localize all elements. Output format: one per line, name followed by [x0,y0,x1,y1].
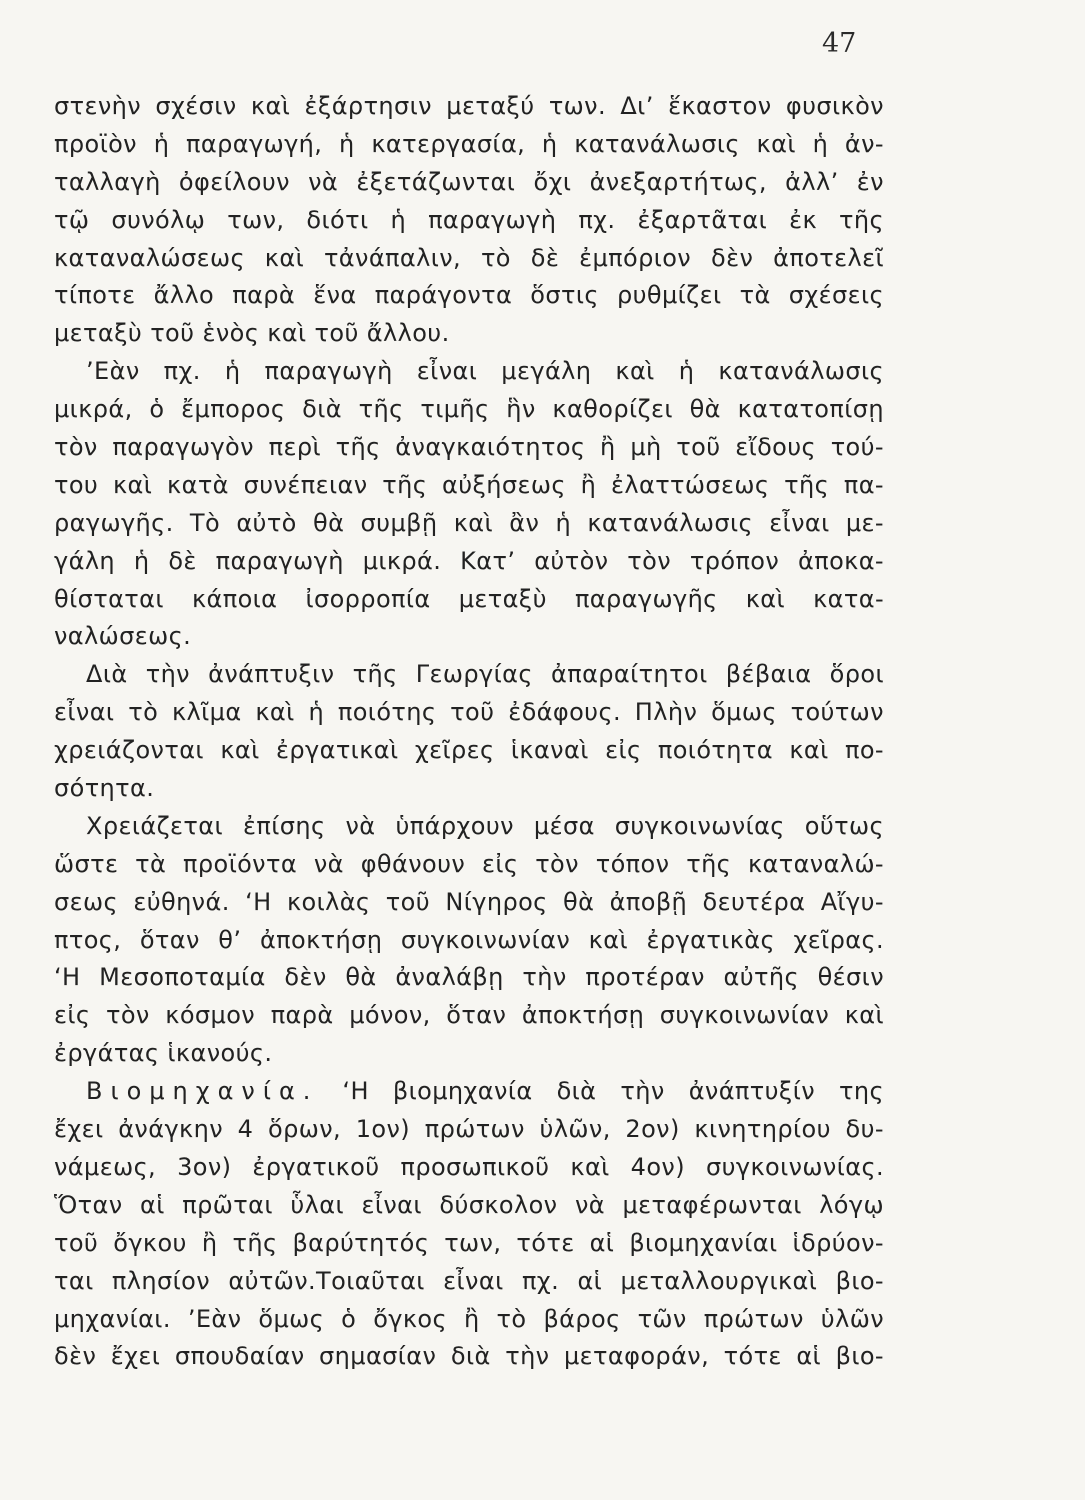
text-line: γάλη ἡ δὲ παραγωγὴ μικρά. Κατ’ αὐτὸν τὸν τρόπον ἀποκα- [54,546,884,575]
text-line: εἶναι τὸ κλῖμα καὶ ἡ ποιότης τοῦ ἐδάφους. Πλὴν ὅμως τούτων [54,698,884,727]
text-line: μηχανίαι. ’Εὰν ὅμως ὁ ὄγκος ἢ τὸ βάρος τῶν πρώτων ὑλῶν [54,1304,884,1333]
text-line: Διὰ τὴν ἀνάπτυξιν τῆς Γεωργίας ἀπαραίτητοι βέβαια ὅροι [86,660,884,689]
text-line: Χρειάζεται ἐπίσης νὰ ὑπάρχουν μέσα συγκοινωνίας οὕτως [86,811,884,840]
text-line: τὸν παραγωγὸν περὶ τῆς ἀναγκαιότητος ἢ μὴ τοῦ εἴδους τού- [54,433,884,462]
text-line: ραγωγῆς. Τὸ αὐτὸ θὰ συμβῇ καὶ ἂν ἡ κατανάλωσις εἶναι με- [54,508,884,537]
text-line: στενὴν σχέσιν καὶ ἐξάρτησιν μεταξύ των. Δι’ ἕκαστον φυσικὸν [54,92,884,120]
page-number: 47 [822,28,857,59]
text-line: ταλλαγὴ ὀφείλουν νὰ ἐξετάζωνται ὄχι ἀνεξαρτήτως, ἀλλ’ ἐν [54,167,884,196]
text-line: του καὶ κατὰ συνέπειαν τῆς αὐξήσεως ἢ ἐλαττώσεως τῆς πα- [54,470,884,499]
text-line: ται πλησίον αὐτῶν.Τοιαῦται εἶναι πχ. αἱ μεταλλουργικαὶ βιο- [54,1266,884,1295]
text-line: τῷ συνόλῳ των, διότι ἡ παραγωγὴ πχ. ἐξαρτᾶται ἐκ τῆς [54,205,884,234]
text-line: ναλώσεως. [54,622,192,651]
text-line: θίσταται κάποια ἰσορροπία μεταξὺ παραγωγῆς καὶ κατα- [54,584,884,613]
text-line: προϊὸν ἡ παραγωγή, ἡ κατεργασία, ἡ κατανάλωσις καὶ ἡ ἀν- [54,129,884,158]
text-line: ὥστε τὰ προϊόντα νὰ φθάνουν εἰς τὸν τόπον τῆς καταναλώ- [54,849,884,878]
text-line: σότητα. [54,774,155,803]
text-line: δὲν ἔχει σπουδαίαν σημασίαν διὰ τὴν μεταφοράν, τότε αἱ βιο- [54,1342,884,1371]
text-line: ’Εὰν πχ. ἡ παραγωγὴ εἶναι μεγάλη καὶ ἡ κατανάλωσις [86,357,884,386]
text-line: Ὅταν αἱ πρῶται ὗλαι εἶναι δύσκολον νὰ μεταφέρωνται λόγῳ [54,1190,884,1219]
line-rest: ‘Η βιομηχανία διὰ τὴν ἀνάπτυξίν της [318,1077,884,1106]
text-line: χρειάζονται καὶ ἐργατικαὶ χεῖρες ἱκαναὶ εἰς ποιότητα καὶ πο- [54,736,884,765]
text-line: τοῦ ὄγκου ἢ τῆς βαρύτητός των, τότε αἱ βιομηχανίαι ἱδρύον- [54,1228,884,1257]
text-line: νάμεως, 3ον) ἐργατικοῦ προσωπικοῦ καὶ 4ον) συγκοινωνίας. [54,1152,884,1181]
text-line: τίποτε ἄλλο παρὰ ἕνα παράγοντα ὅστις ρυθμίζει τὰ σχέσεις [54,281,884,310]
text-line: εἰς τὸν κόσμον παρὰ μόνον, ὅταν ἀποκτήσῃ συγκοινωνίαν καὶ [54,1001,884,1030]
text-line: μικρά, ὁ ἔμπορος διὰ τῆς τιμῆς ἣν καθορίζει θὰ κατατοπίσῃ [54,395,884,424]
text-line: ἐργάτας ἱκανούς. [54,1039,273,1068]
text-line: καταναλώσεως καὶ τἀνάπαλιν, τὸ δὲ ἐμπόριον δὲν ἀποτελεῖ [54,243,884,272]
text-line: μεταξὺ τοῦ ἑνὸς καὶ τοῦ ἄλλου. [54,319,450,348]
text-line: σεως εὐθηνά. ‘Η κοιλὰς τοῦ Νίγηρος θὰ ἀποβῇ δευτέρα Αἴγυ- [54,887,884,916]
text-line: ἔχει ἀνάγκην 4 ὅρων, 1ον) πρώτων ὑλῶν, 2ον) κινητηρίου δυ- [54,1115,884,1144]
spaced-heading: Βιομηχανία. [86,1077,319,1106]
body-text [54,88,884,1376]
text-line: πτος, ὅταν θ’ ἀποκτήσῃ συγκοινωνίαν καὶ ἐργατικὰς χεῖρας. [54,925,884,954]
text-line: ‘Η Μεσοποταμία δὲν θὰ ἀναλάβῃ τὴν προτέραν αὐτῆς θέσιν [54,963,884,992]
text-line [54,1073,884,1111]
